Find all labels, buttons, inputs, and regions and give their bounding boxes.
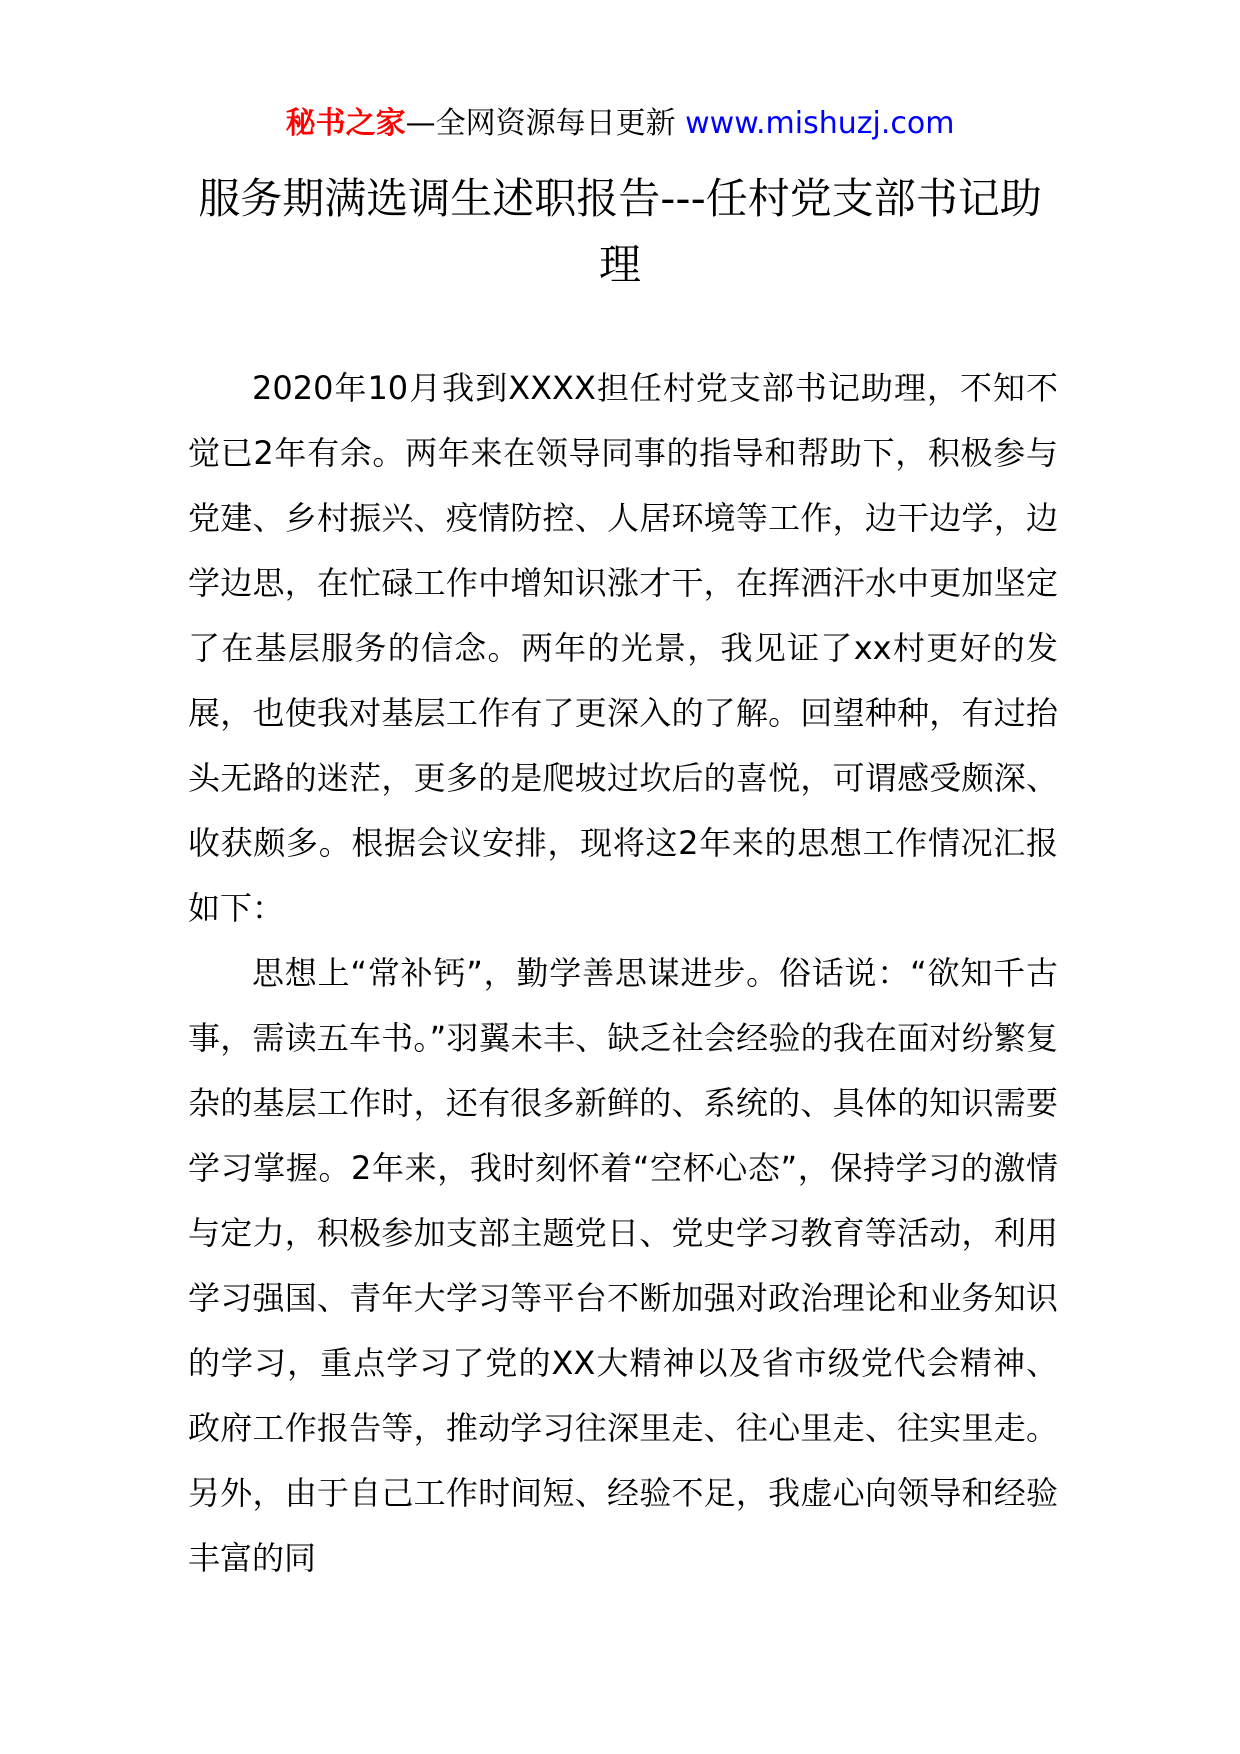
document-body <box>188 356 1058 1591</box>
document-title: 服务期满选调生述职报告---任村党支部书记助理 <box>198 174 1042 289</box>
site-url: www.mishuzj.com <box>685 106 955 141</box>
site-header <box>0 104 1240 144</box>
brand-name: 秘书之家 <box>285 106 406 141</box>
paragraph-study: 思想上“常补钙”，勤学善思谋进步。俗话说：“欲知千古事，需读五车书。”羽翼未丰、缺乏社会经验的我在面对纷繁复杂的基层工作时，还有很多新鲜的、系统的、具体的知识需要学习掌握。2年来，我时刻怀着“空杯心态”，保持学习的激情与定力，积极参加支部主题党日、党史学习教育等活动，利用学习强国、青年大学习等平台不断加强对政治理论和业务知识的学习，重点学习了党的XX大精神以及省市级党代会精神、政府工作报告等，推动学习往深里走、往心里走、往实里走。另外，由于自己工作时间短、经验不足，我虚心向领导和经验丰富的同 <box>188 954 1058 1577</box>
header-tagline: —全网资源每日更新 <box>405 106 686 141</box>
paragraph-intro: 2020年10月我到XXXX担任村党支部书记助理，不知不觉已2年有余。两年来在领导同事的指导和帮助下，积极参与党建、乡村振兴、疫情防控、人居环境等工作，边干边学，边学边思，在忙碌工作中增知识涨才干，在挥洒汗水中更加坚定了在基层服务的信念。两年的光景，我见证了xx村更好的发展，也使我对基层工作有了更深入的了解。回望种种，有过抬头无路的迷茫，更多的是爬坡过坎后的喜悦，可谓感受颇深、收获颇多。根据会议安排，现将这2年来的思想工作情况汇报如下： <box>188 369 1058 927</box>
